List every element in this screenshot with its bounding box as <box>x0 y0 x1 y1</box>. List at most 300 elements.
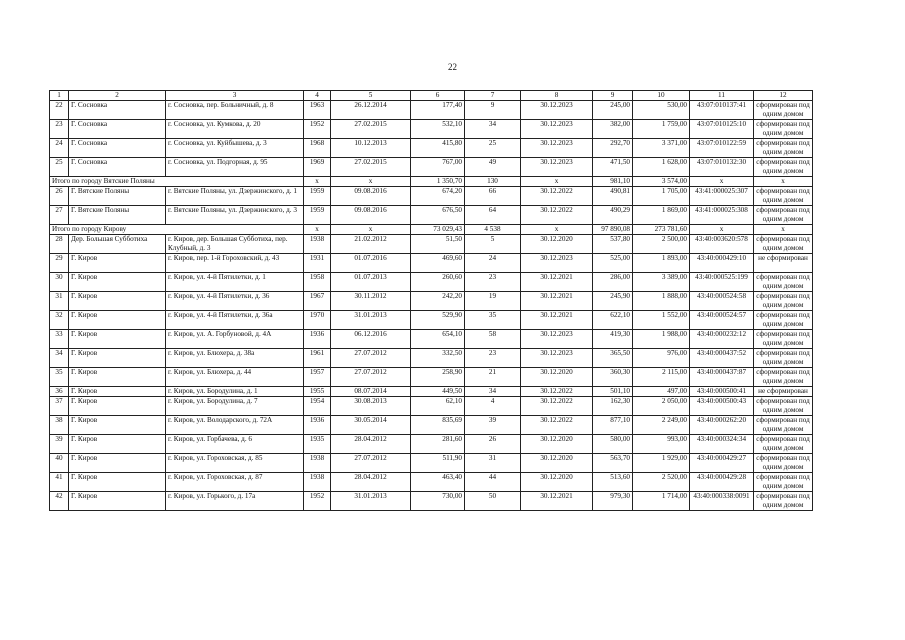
address-cell: г. Киров, ул. 4-й Пятилетки, д. 36а <box>166 311 304 330</box>
value10-cell: 976,00 <box>633 349 690 368</box>
land-status-cell: сформирован под одним домом <box>754 330 813 349</box>
cadastral-number-cell: 43:40:000437:52 <box>690 349 754 368</box>
settlement-cell: Г. Киров <box>69 311 166 330</box>
year-cell: 1970 <box>304 311 331 330</box>
subtotal-row <box>50 177 813 187</box>
land-status-cell: сформирован под одним домом <box>754 139 813 158</box>
year-cell: 1959 <box>304 187 331 206</box>
cadastral-number-cell: 43:40:000500:41 <box>690 387 754 397</box>
column-number-row <box>50 91 813 101</box>
deadline-cell: 30.12.2023 <box>521 349 593 368</box>
row-number: 25 <box>50 158 69 177</box>
value9-cell: 501,10 <box>593 387 633 397</box>
value9-cell: 525,00 <box>593 254 633 273</box>
year-cell: 1954 <box>304 397 331 416</box>
area-cell: 674,20 <box>411 187 465 206</box>
row-number: 28 <box>50 235 69 254</box>
year-cell: 1957 <box>304 368 331 387</box>
value10-cell: 2 115,00 <box>633 368 690 387</box>
value9-cell: 292,70 <box>593 139 633 158</box>
residents-cell: 24 <box>465 254 521 273</box>
table-row <box>50 492 813 511</box>
residents-cell: 4 <box>465 397 521 416</box>
table-row <box>50 368 813 387</box>
row-number: 36 <box>50 387 69 397</box>
value9-cell: 513,60 <box>593 473 633 492</box>
row-number: 35 <box>50 368 69 387</box>
date-cell: 31.01.2013 <box>331 311 411 330</box>
cadastral-number-cell: х <box>690 225 754 235</box>
settlement-cell: Г. Сосновка <box>69 139 166 158</box>
residents-cell: 34 <box>465 387 521 397</box>
area-cell: 469,60 <box>411 254 465 273</box>
row-number: 30 <box>50 273 69 292</box>
settlement-cell: Г. Киров <box>69 397 166 416</box>
table-row <box>50 273 813 292</box>
year-cell: 1938 <box>304 454 331 473</box>
year-cell: 1969 <box>304 158 331 177</box>
table-row <box>50 330 813 349</box>
value9-cell: 360,30 <box>593 368 633 387</box>
value9-cell: 471,50 <box>593 158 633 177</box>
land-status-cell: сформирован под одним домом <box>754 206 813 225</box>
deadline-cell: 30.12.2023 <box>521 101 593 120</box>
value9-cell: 490,81 <box>593 187 633 206</box>
address-cell: г. Киров, ул. 4-й Пятилетки, д. 36 <box>166 292 304 311</box>
row-number: 37 <box>50 397 69 416</box>
row-number: 32 <box>50 311 69 330</box>
value10-cell: 1 893,00 <box>633 254 690 273</box>
address-cell: г. Киров, пер. 1-й Гороховский, д. 43 <box>166 254 304 273</box>
table-row <box>50 349 813 368</box>
residents-cell: 9 <box>465 101 521 120</box>
residents-cell: 31 <box>465 454 521 473</box>
land-status-cell: сформирован под одним домом <box>754 368 813 387</box>
date-cell: 27.02.2015 <box>331 158 411 177</box>
table-row <box>50 473 813 492</box>
value10-cell: 1 888,00 <box>633 292 690 311</box>
cadastral-number-cell: 43:40:000429:10 <box>690 254 754 273</box>
year-cell: х <box>304 225 331 235</box>
address-cell: г. Сосновка, ул. Подгорная, д. 95 <box>166 158 304 177</box>
area-cell: 1 350,70 <box>411 177 465 187</box>
year-cell: 1968 <box>304 139 331 158</box>
address-cell: г. Киров, ул. Блюхера, д. 38а <box>166 349 304 368</box>
value10-cell: 1 929,00 <box>633 454 690 473</box>
table-row <box>50 387 813 397</box>
value9-cell: 622,10 <box>593 311 633 330</box>
value10-cell: 2 500,00 <box>633 235 690 254</box>
date-cell: 06.12.2016 <box>331 330 411 349</box>
date-cell: 28.04.2012 <box>331 435 411 454</box>
date-cell: 31.01.2013 <box>331 492 411 511</box>
residents-cell: 49 <box>465 158 521 177</box>
value9-cell: 245,90 <box>593 292 633 311</box>
residents-cell: 23 <box>465 349 521 368</box>
land-status-cell: сформирован под одним домом <box>754 311 813 330</box>
address-cell: г. Вятские Поляны, ул. Дзержинского, д. 3 <box>166 206 304 225</box>
column-header: 8 <box>521 91 593 101</box>
address-cell: г. Киров, ул. 4-й Пятилетки, д. 1 <box>166 273 304 292</box>
value9-cell: 382,00 <box>593 120 633 139</box>
land-status-cell: сформирован под одним домом <box>754 158 813 177</box>
area-cell: 260,60 <box>411 273 465 292</box>
row-number: 31 <box>50 292 69 311</box>
area-cell: 511,90 <box>411 454 465 473</box>
table-row <box>50 416 813 435</box>
residents-cell: 5 <box>465 235 521 254</box>
land-status-cell: сформирован под одним домом <box>754 397 813 416</box>
land-status-cell: сформирован под одним домом <box>754 273 813 292</box>
deadline-cell: 30.12.2023 <box>521 254 593 273</box>
address-cell: г. Киров, ул. Горбачева, д. 6 <box>166 435 304 454</box>
deadline-cell: 30.12.2021 <box>521 492 593 511</box>
value9-cell: 419,30 <box>593 330 633 349</box>
deadline-cell: 30.12.2021 <box>521 292 593 311</box>
value10-cell: 2 520,00 <box>633 473 690 492</box>
deadline-cell: 30.12.2020 <box>521 473 593 492</box>
cadastral-number-cell: 43:40:000429:28 <box>690 473 754 492</box>
value10-cell: 3 371,00 <box>633 139 690 158</box>
cadastral-number-cell: 43:40:000524:57 <box>690 311 754 330</box>
area-cell: 73 029,43 <box>411 225 465 235</box>
cadastral-number-cell: 43:40:000262:20 <box>690 416 754 435</box>
year-cell: 1961 <box>304 349 331 368</box>
value10-cell: 1 714,00 <box>633 492 690 511</box>
area-cell: 258,90 <box>411 368 465 387</box>
date-cell: 27.07.2012 <box>331 454 411 473</box>
deadline-cell: 30.12.2023 <box>521 120 593 139</box>
area-cell: 449,50 <box>411 387 465 397</box>
year-cell: 1931 <box>304 254 331 273</box>
row-number: 27 <box>50 206 69 225</box>
address-cell: г. Киров, ул. А. Горбуновой, д. 4А <box>166 330 304 349</box>
settlement-cell: Г. Киров <box>69 454 166 473</box>
land-status-cell: х <box>754 177 813 187</box>
value10-cell: 3 389,00 <box>633 273 690 292</box>
column-header: 2 <box>69 91 166 101</box>
cadastral-number-cell: 43:40:000525:199 <box>690 273 754 292</box>
value10-cell: 1 552,00 <box>633 311 690 330</box>
date-cell: 27.02.2015 <box>331 120 411 139</box>
land-status-cell: не сформирован <box>754 387 813 397</box>
address-cell: г. Киров, ул. Володарского, д. 72А <box>166 416 304 435</box>
value9-cell: 580,00 <box>593 435 633 454</box>
residents-cell: 21 <box>465 368 521 387</box>
table-row <box>50 292 813 311</box>
value10-cell: 1 705,00 <box>633 187 690 206</box>
deadline-cell: 30.12.2023 <box>521 158 593 177</box>
settlement-cell: Г. Киров <box>69 435 166 454</box>
deadline-cell: 30.12.2020 <box>521 435 593 454</box>
column-header: 10 <box>633 91 690 101</box>
deadline-cell: 30.12.2023 <box>521 139 593 158</box>
table-row <box>50 101 813 120</box>
row-number: 42 <box>50 492 69 511</box>
land-status-cell: сформирован под одним домом <box>754 435 813 454</box>
land-status-cell: сформирован под одним домом <box>754 101 813 120</box>
settlement-cell: Г. Киров <box>69 273 166 292</box>
row-number: 29 <box>50 254 69 273</box>
area-cell: 529,90 <box>411 311 465 330</box>
date-cell: 01.07.2013 <box>331 273 411 292</box>
row-number: 38 <box>50 416 69 435</box>
column-header: 9 <box>593 91 633 101</box>
column-header: 6 <box>411 91 465 101</box>
column-header: 12 <box>754 91 813 101</box>
year-cell: х <box>304 177 331 187</box>
housing-register-table <box>49 90 813 511</box>
subtotal-label: Итого по городу Кирову <box>50 225 304 235</box>
date-cell: 27.07.2012 <box>331 368 411 387</box>
value9-cell: 563,70 <box>593 454 633 473</box>
date-cell: 09.08.2016 <box>331 206 411 225</box>
settlement-cell: Г. Киров <box>69 330 166 349</box>
residents-cell: 44 <box>465 473 521 492</box>
table-row <box>50 435 813 454</box>
row-number: 24 <box>50 139 69 158</box>
table-row <box>50 120 813 139</box>
address-cell: г. Киров, ул. Гороховская, д. 87 <box>166 473 304 492</box>
column-header: 5 <box>331 91 411 101</box>
row-number: 39 <box>50 435 69 454</box>
value10-cell: 273 781,60 <box>633 225 690 235</box>
deadline-cell: 30.12.2023 <box>521 330 593 349</box>
value10-cell: 497,00 <box>633 387 690 397</box>
area-cell: 62,10 <box>411 397 465 416</box>
settlement-cell: Г. Сосновка <box>69 120 166 139</box>
column-header: 1 <box>50 91 69 101</box>
cadastral-number-cell: 43:07:010122:59 <box>690 139 754 158</box>
value9-cell: 162,30 <box>593 397 633 416</box>
deadline-cell: 30.12.2022 <box>521 206 593 225</box>
settlement-cell: Г. Киров <box>69 416 166 435</box>
value9-cell: 877,10 <box>593 416 633 435</box>
area-cell: 532,10 <box>411 120 465 139</box>
residents-cell: 50 <box>465 492 521 511</box>
page-number: 22 <box>448 62 457 72</box>
value10-cell: 1 869,00 <box>633 206 690 225</box>
cadastral-number-cell: 43:07:010137:41 <box>690 101 754 120</box>
residents-cell: 35 <box>465 311 521 330</box>
value9-cell: 97 890,08 <box>593 225 633 235</box>
date-cell: х <box>331 177 411 187</box>
residents-cell: 34 <box>465 120 521 139</box>
table-row <box>50 158 813 177</box>
value9-cell: 490,29 <box>593 206 633 225</box>
address-cell: г. Киров, ул. Гороховская, д. 85 <box>166 454 304 473</box>
cadastral-number-cell: 43:41:000025:307 <box>690 187 754 206</box>
deadline-cell: х <box>521 225 593 235</box>
area-cell: 281,60 <box>411 435 465 454</box>
row-number: 23 <box>50 120 69 139</box>
table-row <box>50 254 813 273</box>
residents-cell: 19 <box>465 292 521 311</box>
settlement-cell: Г. Киров <box>69 387 166 397</box>
area-cell: 332,50 <box>411 349 465 368</box>
cadastral-number-cell: 43:40:000324:34 <box>690 435 754 454</box>
land-status-cell: сформирован под одним домом <box>754 235 813 254</box>
settlement-cell: Г. Киров <box>69 254 166 273</box>
area-cell: 835,69 <box>411 416 465 435</box>
settlement-cell: Дер. Большая Субботиха <box>69 235 166 254</box>
address-cell: г. Киров, дер. Большая Субботиха, пер. Клубный, д. 3 <box>166 235 304 254</box>
residents-cell: 23 <box>465 273 521 292</box>
year-cell: 1936 <box>304 330 331 349</box>
address-cell: г. Сосновка, ул. Куйбышева, д. 3 <box>166 139 304 158</box>
column-header: 7 <box>465 91 521 101</box>
table-row <box>50 187 813 206</box>
land-status-cell: сформирован под одним домом <box>754 120 813 139</box>
land-status-cell: сформирован под одним домом <box>754 473 813 492</box>
value10-cell: 1 988,00 <box>633 330 690 349</box>
row-number: 41 <box>50 473 69 492</box>
date-cell: 26.12.2014 <box>331 101 411 120</box>
value9-cell: 245,00 <box>593 101 633 120</box>
table-row <box>50 311 813 330</box>
address-cell: г. Киров, ул. Блюхера, д. 44 <box>166 368 304 387</box>
date-cell: 27.07.2012 <box>331 349 411 368</box>
land-status-cell: х <box>754 225 813 235</box>
deadline-cell: 30.12.2022 <box>521 416 593 435</box>
land-status-cell: сформирован под одним домом <box>754 349 813 368</box>
table-row <box>50 235 813 254</box>
address-cell: г. Вятские Поляны, ул. Дзержинского, д. 1 <box>166 187 304 206</box>
land-status-cell: сформирован под одним домом <box>754 416 813 435</box>
deadline-cell: 30.12.2021 <box>521 311 593 330</box>
cadastral-number-cell: 43:40:000338:0091 <box>690 492 754 511</box>
address-cell: г. Сосновка, пер. Больничный, д. 8 <box>166 101 304 120</box>
subtotal-label: Итого по городу Вятские Поляны <box>50 177 304 187</box>
deadline-cell: 30.12.2020 <box>521 235 593 254</box>
address-cell: г. Киров, ул. Бородулина, д. 7 <box>166 397 304 416</box>
area-cell: 654,10 <box>411 330 465 349</box>
row-number: 33 <box>50 330 69 349</box>
value10-cell: 2 050,00 <box>633 397 690 416</box>
deadline-cell: 30.12.2021 <box>521 273 593 292</box>
date-cell: 08.07.2014 <box>331 387 411 397</box>
cadastral-number-cell: 43:40:003620:578 <box>690 235 754 254</box>
cadastral-number-cell: 43:07:010125:10 <box>690 120 754 139</box>
residents-cell: 4 538 <box>465 225 521 235</box>
deadline-cell: 30.12.2022 <box>521 187 593 206</box>
value10-cell: 2 249,00 <box>633 416 690 435</box>
settlement-cell: Г. Киров <box>69 368 166 387</box>
date-cell: х <box>331 225 411 235</box>
year-cell: 1938 <box>304 235 331 254</box>
column-header: 11 <box>690 91 754 101</box>
year-cell: 1938 <box>304 473 331 492</box>
cadastral-number-cell: 43:40:000500:43 <box>690 397 754 416</box>
residents-cell: 26 <box>465 435 521 454</box>
year-cell: 1967 <box>304 292 331 311</box>
date-cell: 09.08.2016 <box>331 187 411 206</box>
deadline-cell: 30.12.2022 <box>521 397 593 416</box>
value9-cell: 286,00 <box>593 273 633 292</box>
cadastral-number-cell: 43:41:000025:308 <box>690 206 754 225</box>
column-header: 4 <box>304 91 331 101</box>
settlement-cell: Г. Сосновка <box>69 158 166 177</box>
table-row <box>50 454 813 473</box>
cadastral-number-cell: 43:07:010132:30 <box>690 158 754 177</box>
value10-cell: 1 759,00 <box>633 120 690 139</box>
value9-cell: 981,10 <box>593 177 633 187</box>
settlement-cell: Г. Сосновка <box>69 101 166 120</box>
land-status-cell: сформирован под одним домом <box>754 187 813 206</box>
value9-cell: 537,80 <box>593 235 633 254</box>
table-row <box>50 397 813 416</box>
land-status-cell: сформирован под одним домом <box>754 292 813 311</box>
value9-cell: 365,50 <box>593 349 633 368</box>
settlement-cell: Г. Вятские Поляны <box>69 187 166 206</box>
settlement-cell: Г. Киров <box>69 473 166 492</box>
date-cell: 01.07.2016 <box>331 254 411 273</box>
year-cell: 1959 <box>304 206 331 225</box>
row-number: 34 <box>50 349 69 368</box>
address-cell: г. Киров, ул. Горького, д. 17а <box>166 492 304 511</box>
subtotal-row <box>50 225 813 235</box>
land-status-cell: не сформирован <box>754 254 813 273</box>
value10-cell: 530,00 <box>633 101 690 120</box>
cadastral-number-cell: 43:40:000429:27 <box>690 454 754 473</box>
year-cell: 1955 <box>304 387 331 397</box>
residents-cell: 39 <box>465 416 521 435</box>
date-cell: 30.11.2012 <box>331 292 411 311</box>
residents-cell: 58 <box>465 330 521 349</box>
row-number: 22 <box>50 101 69 120</box>
date-cell: 28.04.2012 <box>331 473 411 492</box>
cadastral-number-cell: 43:40:000232:12 <box>690 330 754 349</box>
land-status-cell: сформирован под одним домом <box>754 454 813 473</box>
table-row <box>50 206 813 225</box>
settlement-cell: Г. Вятские Поляны <box>69 206 166 225</box>
year-cell: 1936 <box>304 416 331 435</box>
residents-cell: 64 <box>465 206 521 225</box>
settlement-cell: Г. Киров <box>69 349 166 368</box>
area-cell: 730,00 <box>411 492 465 511</box>
year-cell: 1963 <box>304 101 331 120</box>
year-cell: 1935 <box>304 435 331 454</box>
area-cell: 767,00 <box>411 158 465 177</box>
area-cell: 177,40 <box>411 101 465 120</box>
date-cell: 30.08.2013 <box>331 397 411 416</box>
value9-cell: 979,30 <box>593 492 633 511</box>
area-cell: 676,50 <box>411 206 465 225</box>
value10-cell: 1 628,00 <box>633 158 690 177</box>
row-number: 40 <box>50 454 69 473</box>
year-cell: 1958 <box>304 273 331 292</box>
address-cell: г. Сосновка, ул. Кумкова, д. 20 <box>166 120 304 139</box>
residents-cell: 66 <box>465 187 521 206</box>
area-cell: 463,40 <box>411 473 465 492</box>
row-number: 26 <box>50 187 69 206</box>
value10-cell: 993,00 <box>633 435 690 454</box>
date-cell: 21.02.2012 <box>331 235 411 254</box>
year-cell: 1952 <box>304 120 331 139</box>
date-cell: 10.12.2013 <box>331 139 411 158</box>
deadline-cell: 30.12.2022 <box>521 387 593 397</box>
cadastral-number-cell: 43:40:000437:87 <box>690 368 754 387</box>
deadline-cell: 30.12.2020 <box>521 454 593 473</box>
column-header: 3 <box>166 91 304 101</box>
value10-cell: 3 574,00 <box>633 177 690 187</box>
date-cell: 30.05.2014 <box>331 416 411 435</box>
deadline-cell: 30.12.2020 <box>521 368 593 387</box>
settlement-cell: Г. Киров <box>69 292 166 311</box>
area-cell: 242,20 <box>411 292 465 311</box>
residents-cell: 25 <box>465 139 521 158</box>
cadastral-number-cell: х <box>690 177 754 187</box>
